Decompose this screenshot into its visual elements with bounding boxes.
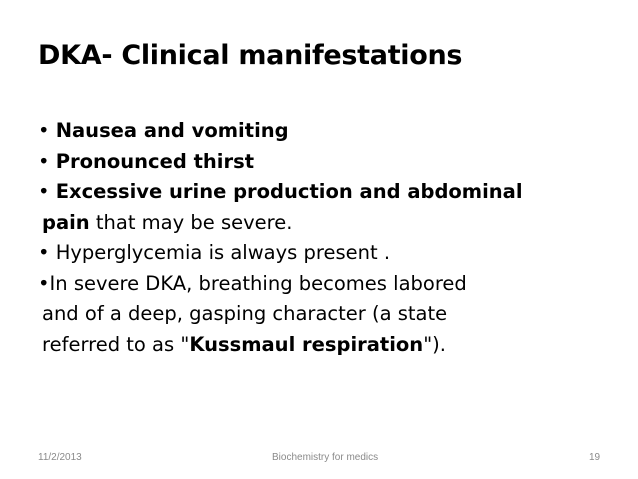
bullet-text: In severe DKA, breathing becomes labored	[49, 271, 467, 295]
bullet-urine-continued	[38, 208, 628, 239]
bullet-marker: •	[38, 271, 50, 295]
bullet-thirst	[38, 147, 628, 178]
slide-title: DKA- Clinical manifestations	[38, 40, 463, 71]
bullet-text: referred to as "	[42, 332, 190, 356]
bullet-text: ").	[423, 332, 446, 356]
bullet-marker: •	[38, 149, 56, 173]
bullet-marker: •	[38, 119, 56, 142]
bullet-text: Nausea and vomiting	[55, 119, 289, 142]
bullet-marker: •	[38, 241, 56, 264]
bullet-text-bold: Kussmaul respiration	[189, 332, 424, 356]
bullet-text-bold: pain	[42, 210, 90, 234]
bullet-text: Pronounced thirst	[55, 149, 255, 173]
slide-body	[38, 116, 628, 360]
bullet-text: and of a deep, gasping character (a state	[42, 302, 448, 325]
bullet-urine	[38, 177, 628, 208]
bullet-breathing	[38, 269, 628, 300]
footer-page-number: 19	[589, 452, 601, 463]
bullet-text: that may be severe.	[89, 210, 293, 234]
bullet-breathing-line2	[38, 299, 628, 330]
bullet-text: Excessive urine production and abdominal	[55, 180, 523, 203]
bullet-text: Hyperglycemia is always present .	[55, 241, 391, 264]
footer-date: 11/2/2013	[38, 452, 82, 463]
footer-title: Biochemistry for medics	[272, 452, 379, 463]
bullet-marker: •	[38, 180, 56, 203]
bullet-hyperglycemia	[38, 238, 628, 269]
bullet-nausea	[38, 116, 628, 147]
bullet-breathing-line3	[38, 330, 628, 361]
